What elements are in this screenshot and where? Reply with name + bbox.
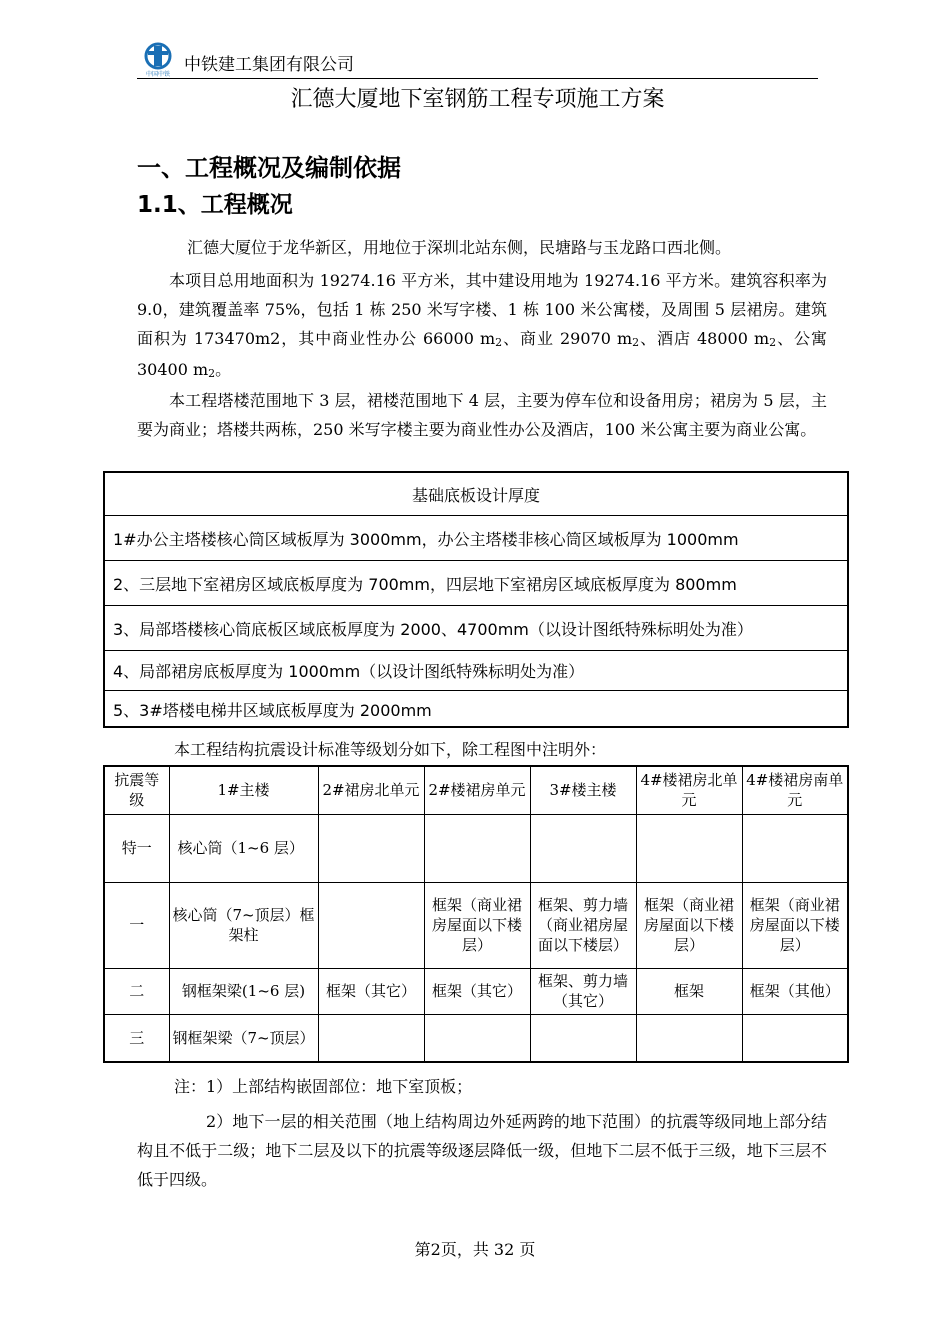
table-cell: 钢框架梁（7~顶层） (169, 1014, 318, 1062)
table-cell (530, 1014, 636, 1062)
area-text-e: 。 (215, 360, 232, 379)
table-cell: 特一 (104, 814, 169, 882)
table-cell: 框架（其他） (742, 968, 848, 1014)
section-heading: 一、工程概况及编制依据 (137, 154, 401, 182)
header-cell: 4#楼裙房南单元 (742, 766, 848, 814)
table-cell: 框架（其它） (424, 968, 530, 1014)
table-cell: 核心筒（1~6 层） (169, 814, 318, 882)
table-cell (424, 814, 530, 882)
table-cell: 框架（商业裙房屋面以下楼层） (636, 882, 742, 968)
sup-2: 2 (208, 367, 216, 380)
table-cell: 框架（其它） (318, 968, 424, 1014)
table-cell: 三 (104, 1014, 169, 1062)
table-cell: 核心筒（7~顶层）框架柱 (169, 882, 318, 968)
table-cell: 框架（商业裙房屋面以下楼层） (424, 882, 530, 968)
area-text-d: 、公寓 30400 m (137, 329, 827, 379)
header-divider (137, 78, 818, 79)
note-2: 2）地下一层的相关范围（地上结构周边外延两跨的地下范围）的抗震等级同地上部分结构且不低于二级；地下二层及以下的抗震等级逐层降低一级，但地下二层不低于三级，地下三层不低于四级。 (137, 1112, 827, 1189)
table-cell: 钢框架梁(1~6 层) (169, 968, 318, 1014)
page-number: 第2页，共 32 页 (414, 1240, 536, 1259)
table-header-row (104, 766, 848, 814)
table-cell: 框架 (636, 968, 742, 1014)
header-cell: 2#楼裙房单元 (424, 766, 530, 814)
table-cell (318, 1014, 424, 1062)
table-cell (530, 814, 636, 882)
table-cell: 框架、剪力墙（商业裙房屋面以下楼层） (530, 882, 636, 968)
table-cell: 一 (104, 882, 169, 968)
area-text-b: 、商业 29070 m (502, 329, 633, 348)
table-cell: 框架、剪力墙（其它） (530, 968, 636, 1014)
logo-text: 中国中铁 (145, 71, 171, 78)
paragraph-floors: 本工程塔楼范围地下 3 层，裙楼范围地下 4 层，主要为停车位和设备用房；裙房为 5 层，主要为商业；塔楼共两栋，250 米写字楼主要为商业性办公及酒店，100 米公寓主要为商业公寓。 (137, 391, 827, 439)
table-row: 4、局部裙房底板厚度为 1000mm（以设计图纸特殊标明处为准） (105, 651, 847, 691)
crcc-logo-icon (140, 42, 176, 78)
note-1: 注：1）上部结构嵌固部位：地下室顶板； (174, 1077, 473, 1096)
table-row (104, 882, 848, 968)
table-row: 3、局部塔楼核心筒底板区域底板厚度为 2000、4700mm（以设计图纸特殊标明处为准） (105, 606, 847, 651)
table-row: 2、三层地下室裙房区域底板厚度为 700mm，四层地下室裙房区域底板厚度为 800mm (105, 561, 847, 606)
table-cell (742, 814, 848, 882)
company-logo (140, 42, 176, 78)
table-row: 1#办公主塔楼核心筒区域板厚为 3000mm，办公主塔楼非核心筒区域板厚为 1000mm (105, 516, 847, 561)
sup-2: 2 (632, 336, 640, 349)
table-row (104, 1014, 848, 1062)
table-row: 5、3#塔楼电梯井区域底板厚度为 2000mm (113, 701, 432, 720)
table-title: 基础底板设计厚度 (105, 473, 847, 516)
document-title: 汇德大厦地下室钢筋工程专项施工方案 (290, 87, 665, 112)
table-cell (318, 814, 424, 882)
table-row (104, 968, 848, 1014)
seismic-grade-table (103, 765, 849, 1063)
area-text-a: 本项目总用地面积为 19274.16 平方米，其中建设用地为 19274.16 平方米。建筑容积率为 9.0，建筑覆盖率 75%，包括 1 栋 250 米写字楼、1 栋 100 米公寓楼，及周围 5 层裙房。建筑面积为 173470m2，其中商业性办公 66000 m (137, 271, 827, 348)
sup-2: 2 (769, 336, 777, 349)
header-cell: 4#楼裙房北单元 (636, 766, 742, 814)
header-cell: 抗震等级 (104, 766, 169, 814)
table-cell (318, 882, 424, 968)
table-cell (424, 1014, 530, 1062)
sup-2: 2 (495, 336, 503, 349)
header-cell: 3#楼主楼 (530, 766, 636, 814)
table-cell (742, 1014, 848, 1062)
area-text-c: 、酒店 48000 m (639, 329, 770, 348)
slab-thickness-table (103, 471, 849, 728)
header-cell: 1#主楼 (169, 766, 318, 814)
table-cell (636, 1014, 742, 1062)
subsection-heading: 1.1、工程概况 (137, 192, 293, 218)
table-row (104, 814, 848, 882)
paragraph-area (137, 266, 827, 386)
seismic-intro: 本工程结构抗震设计标准等级划分如下，除工程图中注明外： (174, 740, 607, 759)
table-cell (636, 814, 742, 882)
table-cell: 二 (104, 968, 169, 1014)
table-cell: 框架（商业裙房屋面以下楼层） (742, 882, 848, 968)
header-cell: 2#裙房北单元 (318, 766, 424, 814)
company-name: 中铁建工集团有限公司 (184, 55, 354, 75)
paragraph-location: 汇德大厦位于龙华新区，用地位于深圳北站东侧，民塘路与玉龙路口西北侧。 (187, 238, 732, 257)
